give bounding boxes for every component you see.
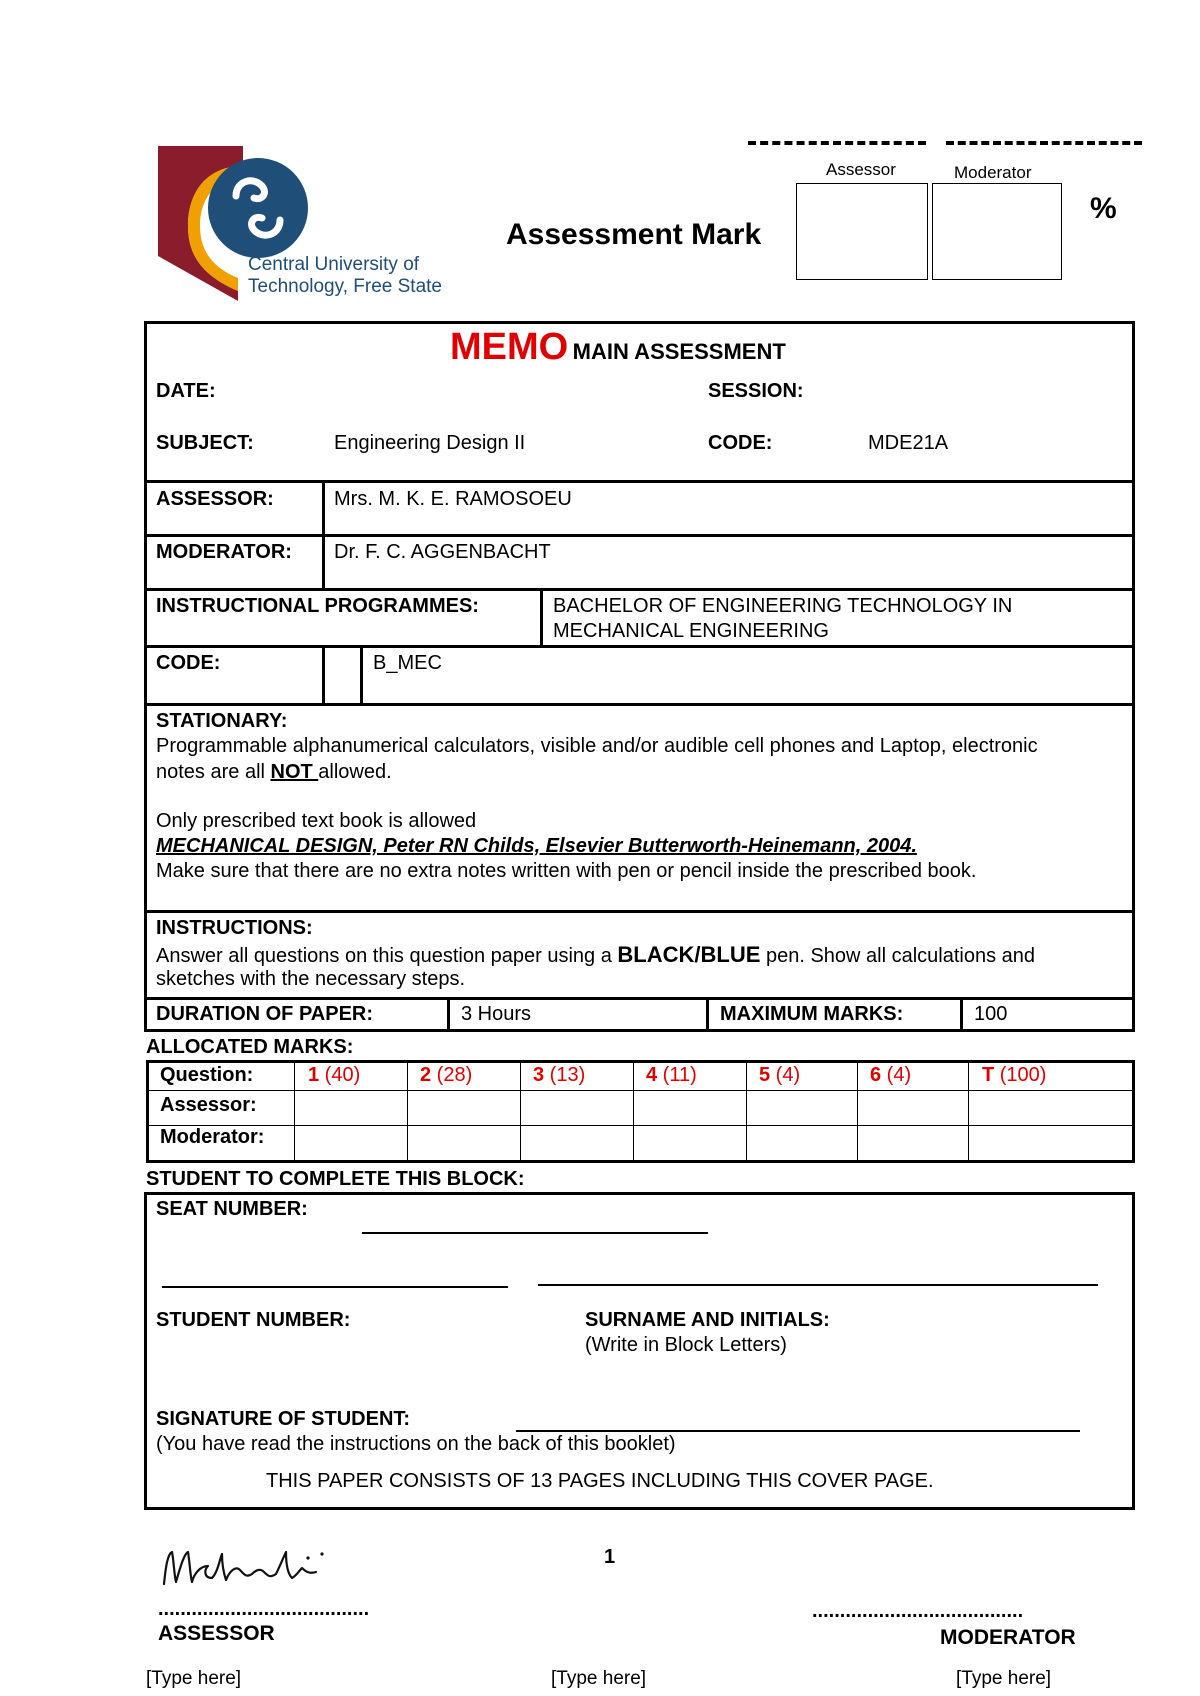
question-number: 5 xyxy=(759,1064,771,1086)
session-label: SESSION: xyxy=(708,380,804,402)
assessor-label: ASSESSOR: xyxy=(156,488,274,510)
moderator-mark-label: Moderator xyxy=(954,163,1032,182)
assessment-mark-title: Assessment Mark xyxy=(506,218,762,251)
moderator-dashed-line xyxy=(946,141,1142,145)
surname-line[interactable] xyxy=(538,1284,1098,1286)
page-number: 1 xyxy=(604,1546,616,1568)
programme-code-label: CODE: xyxy=(156,652,221,674)
question-marks: (11) xyxy=(657,1064,697,1086)
stationary-line3: Only prescribed text book is allowed xyxy=(156,810,477,832)
question-cell xyxy=(982,1064,1046,1087)
student-block-label: STUDENT TO COMPLETE THIS BLOCK: xyxy=(146,1168,525,1190)
subject-value: Engineering Design II xyxy=(334,432,526,454)
moderator-label: MODERATOR: xyxy=(156,541,292,563)
subject-label: SUBJECT: xyxy=(156,432,254,454)
pages-note: THIS PAPER CONSISTS OF 13 PAGES INCLUDING THIS COVER PAGE. xyxy=(266,1470,934,1492)
code-value: MDE21A xyxy=(868,432,949,454)
max-marks-label: MAXIMUM MARKS: xyxy=(720,1003,904,1025)
code-label: CODE: xyxy=(708,432,773,454)
logo-text-line1: Central University of xyxy=(248,254,420,275)
instructions-line1 xyxy=(156,942,1132,968)
question-number: T xyxy=(982,1064,995,1086)
student-number-label: STUDENT NUMBER: xyxy=(156,1309,351,1331)
duration-value: 3 Hours xyxy=(461,1003,532,1025)
student-number-line[interactable] xyxy=(162,1286,508,1288)
date-label: DATE: xyxy=(156,380,216,402)
question-marks: (4) xyxy=(770,1064,801,1086)
not-emphasis: NOT xyxy=(270,761,319,783)
seat-number-line[interactable] xyxy=(362,1232,708,1234)
stationary-line2-pre: notes are all xyxy=(156,761,271,783)
question-marks: (28) xyxy=(431,1064,473,1086)
instructions-line2: sketches with the necessary steps. xyxy=(156,968,466,990)
assessor-mark-label: Assessor xyxy=(826,160,896,179)
question-marks: (40) xyxy=(319,1064,361,1086)
question-cell xyxy=(646,1064,697,1087)
moderator-dots: ...................................... xyxy=(812,1600,1024,1622)
moderator-value: Dr. F. C. AGGENBACHT xyxy=(334,541,551,563)
stationary-line1: Programmable alphanumerical calculators, visible and/or audible cell phones and Laptop, electronic xyxy=(156,735,1038,757)
memo-word: MEMO xyxy=(450,326,569,368)
question-cell xyxy=(420,1064,472,1087)
stationary-line2 xyxy=(156,761,392,784)
programmes-label: INSTRUCTIONAL PROGRAMMES: xyxy=(156,595,479,617)
signature-label: SIGNATURE OF STUDENT: xyxy=(156,1408,411,1430)
question-cell xyxy=(308,1064,360,1087)
surname-label: SURNAME AND INITIALS: xyxy=(585,1309,830,1331)
question-cell xyxy=(759,1064,800,1087)
type-here-left[interactable]: [Type here] xyxy=(146,1668,242,1689)
row-label-assessor: Assessor: xyxy=(160,1094,257,1116)
question-cell xyxy=(870,1064,911,1087)
cut-logo xyxy=(158,146,458,301)
instructions-line1-post: pen. Show all calculations and xyxy=(760,945,1036,967)
row-label-question: Question: xyxy=(160,1064,254,1086)
instructions-label: INSTRUCTIONS: xyxy=(156,917,313,939)
max-marks-value: 100 xyxy=(974,1003,1008,1025)
type-here-right[interactable]: [Type here] xyxy=(956,1668,1052,1689)
black-blue-emphasis: BLACK/BLUE xyxy=(617,942,761,967)
moderator-mark-box[interactable] xyxy=(932,183,1062,280)
prescribed-book: MECHANICAL DESIGN, Peter RN Childs, Elsevier Butterworth-Heinemann, 2004. xyxy=(156,835,917,857)
assessor-dashed-line xyxy=(748,141,926,145)
programme-code-value: B_MEC xyxy=(373,652,442,674)
stationary-line2-post: allowed. xyxy=(318,761,392,783)
row-label-moderator: Moderator: xyxy=(160,1126,265,1148)
footer-moderator-label: MODERATOR xyxy=(940,1626,1076,1649)
duration-label: DURATION OF PAPER: xyxy=(156,1003,374,1025)
memo-title xyxy=(450,326,786,369)
question-marks: (13) xyxy=(544,1064,586,1086)
question-number: 3 xyxy=(533,1064,545,1086)
question-marks: (4) xyxy=(881,1064,912,1086)
programmes-line1: BACHELOR OF ENGINEERING TECHNOLOGY IN xyxy=(553,595,1013,617)
percent-sign: % xyxy=(1090,192,1117,225)
stationary-line5: Make sure that there are no extra notes written with pen or pencil inside the prescribed book. xyxy=(156,860,977,882)
question-number: 1 xyxy=(308,1064,320,1086)
seat-number-label: SEAT NUMBER: xyxy=(156,1198,308,1220)
assessor-mark-box[interactable] xyxy=(796,183,928,280)
signature-note: (You have read the instructions on the back of this booklet) xyxy=(156,1433,676,1455)
assessor-dots: ...................................... xyxy=(158,1598,370,1620)
instructions-line1-pre: Answer all questions on this question paper using a xyxy=(156,945,618,967)
stationary-label: STATIONARY: xyxy=(156,710,288,732)
signature-line[interactable] xyxy=(516,1430,1080,1432)
assessor-value: Mrs. M. K. E. RAMOSOEU xyxy=(334,488,572,510)
question-number: 6 xyxy=(870,1064,882,1086)
main-assessment-word: MAIN ASSESSMENT xyxy=(572,339,786,364)
programmes-line2: MECHANICAL ENGINEERING xyxy=(553,620,829,642)
logo-text-line2: Technology, Free State xyxy=(248,276,442,297)
question-marks: (100) xyxy=(994,1064,1047,1086)
question-number: 2 xyxy=(420,1064,432,1086)
question-cell xyxy=(533,1064,585,1087)
footer-assessor-label: ASSESSOR xyxy=(158,1622,275,1645)
surname-note: (Write in Block Letters) xyxy=(585,1334,787,1356)
question-number: 4 xyxy=(646,1064,658,1086)
assessor-signature-image xyxy=(160,1544,350,1592)
type-here-center[interactable]: [Type here] xyxy=(551,1668,647,1689)
allocated-marks-label: ALLOCATED MARKS: xyxy=(146,1036,354,1058)
